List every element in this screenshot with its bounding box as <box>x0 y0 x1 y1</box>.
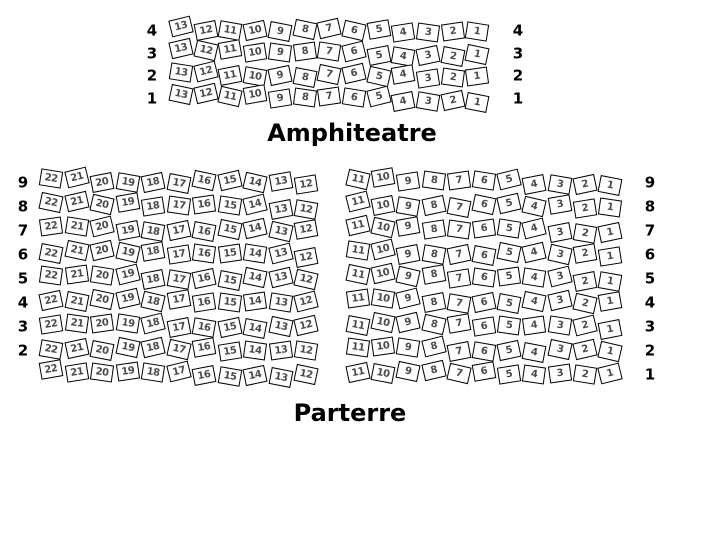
seat[interactable]: 17 <box>166 361 191 383</box>
seat[interactable]: 10 <box>243 20 268 41</box>
seat[interactable]: 4 <box>522 315 546 335</box>
seat[interactable]: 2 <box>441 67 465 87</box>
seat[interactable]: 17 <box>166 244 190 264</box>
seat[interactable]: 5 <box>497 365 521 385</box>
seat[interactable]: 19 <box>115 264 140 286</box>
seat[interactable]: 20 <box>89 240 114 262</box>
seat[interactable]: 10 <box>371 363 396 384</box>
seat[interactable]: 9 <box>396 266 421 288</box>
seat[interactable]: 6 <box>472 219 496 239</box>
seat[interactable]: 16 <box>192 221 217 242</box>
seat[interactable]: 11 <box>346 240 370 260</box>
seat[interactable]: 8 <box>292 18 317 39</box>
seat[interactable]: 11 <box>218 65 243 86</box>
seat[interactable]: 6 <box>471 292 496 313</box>
seat[interactable]: 10 <box>371 263 396 285</box>
seat[interactable]: 22 <box>39 314 63 334</box>
row-label-right: 4 <box>644 293 656 312</box>
seat[interactable]: 5 <box>366 86 391 108</box>
seat[interactable]: 16 <box>192 365 217 386</box>
seat[interactable]: 6 <box>472 245 497 266</box>
seat[interactable]: 20 <box>89 194 114 216</box>
seat[interactable]: 12 <box>293 269 318 291</box>
seat[interactable]: 5 <box>497 219 521 239</box>
seat[interactable]: 3 <box>547 244 572 266</box>
seat[interactable]: 11 <box>218 86 243 108</box>
seat[interactable]: 9 <box>268 88 292 108</box>
seat[interactable]: 1 <box>597 363 622 385</box>
seat[interactable]: 19 <box>115 192 140 213</box>
seat[interactable]: 17 <box>166 317 191 338</box>
seat[interactable]: 19 <box>115 337 140 358</box>
seat[interactable]: 3 <box>547 339 572 360</box>
seat[interactable]: 18 <box>140 171 165 192</box>
seat[interactable]: 13 <box>268 171 293 192</box>
seat[interactable]: 3 <box>547 290 572 312</box>
row-label-left: 2 <box>17 341 29 360</box>
seat[interactable]: 2 <box>572 223 597 244</box>
seat[interactable]: 14 <box>243 244 267 264</box>
seat[interactable]: 9 <box>396 337 420 357</box>
seat[interactable]: 20 <box>90 362 114 382</box>
seat[interactable]: 3 <box>547 222 572 243</box>
seat[interactable]: 8 <box>421 264 446 285</box>
seat[interactable]: 3 <box>547 194 572 215</box>
seat[interactable]: 1 <box>598 246 622 266</box>
seat[interactable]: 15 <box>217 170 242 192</box>
row-label-right: 1 <box>512 89 524 107</box>
seat[interactable]: 18 <box>140 336 165 358</box>
seat[interactable]: 1 <box>598 291 623 312</box>
seat[interactable]: 8 <box>292 88 316 108</box>
seat[interactable]: 1 <box>597 222 622 243</box>
seat[interactable]: 11 <box>345 169 370 191</box>
seat[interactable]: 15 <box>217 270 242 291</box>
row-label-left: 2 <box>146 66 158 85</box>
row-label-right: 2 <box>644 341 656 360</box>
seat[interactable]: 12 <box>294 219 319 240</box>
seat[interactable]: 6 <box>342 87 366 107</box>
seat[interactable]: 7 <box>447 268 471 288</box>
seat[interactable]: 4 <box>522 217 547 239</box>
seat[interactable]: 15 <box>217 292 241 312</box>
seat[interactable]: 5 <box>496 169 521 191</box>
seat[interactable]: 1 <box>598 175 623 196</box>
seat[interactable]: 7 <box>446 197 471 218</box>
seat[interactable]: 16 <box>192 195 216 215</box>
seat[interactable]: 17 <box>166 196 190 216</box>
seat[interactable]: 11 <box>346 289 370 309</box>
seat[interactable]: 14 <box>243 341 267 361</box>
amphitheatre-title: Amphiteatre <box>267 119 437 147</box>
seat[interactable]: 12 <box>193 40 218 62</box>
seat[interactable]: 15 <box>217 341 241 361</box>
seat[interactable]: 4 <box>522 196 547 218</box>
seat[interactable]: 1 <box>598 271 623 292</box>
seat[interactable]: 18 <box>140 312 165 334</box>
seat[interactable]: 15 <box>217 317 242 338</box>
seat[interactable]: 17 <box>166 289 191 310</box>
seat[interactable]: 15 <box>217 366 242 387</box>
row-label-right: 8 <box>644 197 656 216</box>
seat[interactable]: 12 <box>293 291 318 313</box>
row-label-right: 4 <box>512 21 524 40</box>
seat[interactable]: 3 <box>547 266 572 288</box>
seat[interactable]: 7 <box>447 219 471 239</box>
seat[interactable]: 11 <box>345 362 370 383</box>
seat[interactable]: 20 <box>90 313 114 333</box>
seat[interactable]: 6 <box>472 361 497 382</box>
seat[interactable]: 19 <box>115 242 140 264</box>
seat[interactable]: 22 <box>39 266 63 286</box>
seat[interactable]: 19 <box>115 220 140 241</box>
seat[interactable]: 8 <box>421 314 446 336</box>
seat[interactable]: 2 <box>440 46 465 67</box>
seat[interactable]: 9 <box>396 196 421 217</box>
seat[interactable]: 1 <box>465 44 490 65</box>
seat[interactable]: 7 <box>446 243 471 264</box>
seat[interactable]: 22 <box>39 339 64 360</box>
seat[interactable]: 17 <box>166 173 191 194</box>
seat[interactable]: 13 <box>268 367 293 388</box>
seat[interactable]: 8 <box>421 360 446 382</box>
seat[interactable]: 14 <box>243 292 267 312</box>
seat[interactable]: 3 <box>416 91 441 112</box>
seat[interactable]: 16 <box>192 338 217 359</box>
row-label-left: 6 <box>17 245 29 264</box>
seat[interactable]: 11 <box>218 21 243 42</box>
seat[interactable]: 7 <box>317 18 342 40</box>
seat[interactable]: 18 <box>141 269 166 290</box>
seat[interactable]: 18 <box>140 290 165 312</box>
seat[interactable]: 7 <box>317 64 342 85</box>
seat[interactable]: 2 <box>572 271 597 292</box>
seat[interactable]: 9 <box>267 21 292 42</box>
seat[interactable]: 7 <box>446 341 471 362</box>
seat[interactable]: 17 <box>166 269 191 290</box>
row-label-left: 3 <box>17 317 29 336</box>
seat[interactable]: 11 <box>346 338 370 358</box>
seat[interactable]: 4 <box>391 64 416 85</box>
seat[interactable]: 6 <box>471 194 496 215</box>
seat[interactable]: 13 <box>268 266 293 288</box>
seat[interactable]: 10 <box>371 337 395 357</box>
seat[interactable]: 22 <box>39 243 64 264</box>
seat[interactable]: 16 <box>191 268 216 289</box>
row-label-left: 5 <box>17 269 29 288</box>
seat[interactable]: 12 <box>294 340 318 360</box>
seat[interactable]: 20 <box>89 215 114 237</box>
seat[interactable]: 21 <box>64 314 88 334</box>
row-label-left: 3 <box>146 44 158 62</box>
seat[interactable]: 6 <box>472 341 497 362</box>
row-label-right: 3 <box>644 317 656 336</box>
seat[interactable]: 21 <box>64 265 88 285</box>
seat[interactable]: 1 <box>465 92 490 113</box>
seat[interactable]: 9 <box>396 244 421 265</box>
seat[interactable]: 11 <box>346 315 371 336</box>
seat[interactable]: 1 <box>598 319 623 340</box>
seat[interactable]: 21 <box>64 240 89 261</box>
seat[interactable]: 19 <box>115 362 139 382</box>
seat[interactable]: 14 <box>242 172 267 194</box>
seat[interactable]: 8 <box>422 171 446 191</box>
seat[interactable]: 7 <box>446 313 471 334</box>
seat[interactable]: 10 <box>371 289 395 309</box>
seat[interactable]: 21 <box>64 291 89 312</box>
seat[interactable]: 20 <box>90 340 115 361</box>
seat[interactable]: 19 <box>115 288 140 310</box>
seat[interactable]: 2 <box>573 364 597 384</box>
seat[interactable]: 9 <box>396 312 421 334</box>
seat[interactable]: 12 <box>294 247 319 268</box>
seat[interactable]: 8 <box>421 244 446 265</box>
seat[interactable]: 2 <box>573 198 597 218</box>
seat[interactable]: 11 <box>345 215 370 237</box>
seat[interactable]: 12 <box>193 20 218 41</box>
seat[interactable]: 16 <box>192 244 216 264</box>
seat[interactable]: 4 <box>391 22 415 42</box>
seat[interactable]: 22 <box>38 192 63 213</box>
seat[interactable]: 17 <box>166 339 191 361</box>
seat[interactable]: 22 <box>39 217 63 237</box>
row-label-left: 8 <box>17 197 29 216</box>
seat[interactable]: 14 <box>242 218 267 240</box>
seat[interactable]: 20 <box>90 265 114 285</box>
seat[interactable]: 1 <box>465 22 489 42</box>
seat[interactable]: 3 <box>416 22 440 42</box>
seat[interactable]: 19 <box>115 172 140 193</box>
seat[interactable]: 5 <box>497 267 521 287</box>
seat[interactable]: 19 <box>115 314 139 334</box>
seat[interactable]: 8 <box>292 67 317 88</box>
seat[interactable]: 10 <box>371 312 396 333</box>
seat[interactable]: 6 <box>472 316 496 336</box>
seat[interactable]: 21 <box>64 338 89 359</box>
row-label-right: 6 <box>644 245 656 264</box>
seat[interactable]: 12 <box>293 315 318 337</box>
seat[interactable]: 21 <box>64 191 89 213</box>
seat[interactable]: 1 <box>465 67 489 87</box>
row-label-left: 7 <box>17 221 29 240</box>
seat[interactable]: 5 <box>497 340 522 361</box>
seat[interactable]: 12 <box>294 199 319 220</box>
row-label-left: 9 <box>17 173 29 192</box>
seat[interactable]: 4 <box>522 242 547 264</box>
seat[interactable]: 10 <box>243 43 267 63</box>
row-label-right: 9 <box>644 173 656 192</box>
seat[interactable]: 5 <box>497 193 522 215</box>
seat[interactable]: 13 <box>168 15 193 37</box>
seat[interactable]: 18 <box>141 362 165 382</box>
seat[interactable]: 3 <box>547 174 572 195</box>
seat[interactable]: 2 <box>440 90 465 111</box>
seat[interactable]: 10 <box>370 239 395 261</box>
seat[interactable]: 3 <box>415 45 440 66</box>
seat[interactable]: 13 <box>168 38 193 60</box>
seat[interactable]: 6 <box>472 170 496 190</box>
seat[interactable]: 5 <box>366 45 391 66</box>
seat[interactable]: 9 <box>396 171 420 191</box>
seat[interactable]: 22 <box>39 168 63 188</box>
seat[interactable]: 9 <box>267 65 292 86</box>
seat[interactable]: 5 <box>497 316 521 336</box>
seat[interactable]: 18 <box>141 196 165 216</box>
seat[interactable]: 13 <box>268 340 292 360</box>
seat[interactable]: 1 <box>598 198 622 218</box>
seat[interactable]: 17 <box>166 220 191 241</box>
seat[interactable]: 2 <box>572 173 597 194</box>
seat[interactable]: 16 <box>192 318 217 339</box>
seat[interactable]: 10 <box>243 66 268 87</box>
seat[interactable]: 7 <box>446 362 471 384</box>
seat[interactable]: 21 <box>64 363 88 383</box>
seat[interactable]: 10 <box>371 195 396 216</box>
seat[interactable]: 5 <box>497 293 522 314</box>
row-label-left: 1 <box>146 89 158 107</box>
seat[interactable]: 16 <box>191 170 216 191</box>
seat[interactable]: 22 <box>38 290 63 311</box>
seat[interactable]: 13 <box>168 84 193 105</box>
row-label-right: 1 <box>644 365 656 384</box>
seat[interactable]: 13 <box>268 242 293 264</box>
parterre-title: Parterre <box>293 399 407 427</box>
seat[interactable]: 8 <box>421 336 446 358</box>
seat[interactable]: 14 <box>243 318 268 339</box>
seat[interactable]: 5 <box>366 19 391 40</box>
seat[interactable]: 4 <box>522 291 547 312</box>
seat[interactable]: 4 <box>522 364 546 384</box>
seat[interactable]: 10 <box>243 84 268 105</box>
seat[interactable]: 4 <box>391 46 416 67</box>
seat[interactable]: 18 <box>141 241 166 262</box>
row-label-right: 7 <box>644 221 656 240</box>
seat[interactable]: 4 <box>391 91 416 112</box>
seat[interactable]: 12 <box>293 364 318 385</box>
seat[interactable]: 7 <box>447 170 471 190</box>
seat[interactable]: 3 <box>547 316 571 336</box>
seat[interactable]: 12 <box>193 60 218 82</box>
row-label-left: 4 <box>146 21 158 40</box>
seat[interactable]: 12 <box>193 83 218 105</box>
seat[interactable]: 14 <box>242 365 267 386</box>
seat[interactable]: 2 <box>572 243 597 264</box>
seat[interactable]: 6 <box>472 268 496 288</box>
seat[interactable]: 13 <box>268 220 293 242</box>
seat[interactable]: 1 <box>597 341 622 363</box>
seat[interactable]: 2 <box>572 338 597 360</box>
seat[interactable]: 10 <box>371 168 396 189</box>
seat[interactable]: 10 <box>371 217 396 239</box>
seat[interactable]: 3 <box>548 364 572 384</box>
seat[interactable]: 14 <box>242 267 267 288</box>
seat[interactable]: 20 <box>89 289 114 310</box>
seat[interactable]: 4 <box>522 342 547 363</box>
seat[interactable]: 16 <box>192 293 216 313</box>
seat[interactable]: 8 <box>292 42 316 62</box>
seat[interactable]: 21 <box>64 167 89 189</box>
seat[interactable]: 13 <box>268 199 293 220</box>
seat[interactable]: 8 <box>421 292 446 313</box>
seat[interactable]: 20 <box>90 172 115 193</box>
row-label-left: 4 <box>17 293 29 312</box>
seat[interactable]: 21 <box>64 217 88 237</box>
seat[interactable]: 18 <box>141 221 166 242</box>
seat[interactable]: 9 <box>268 42 292 62</box>
row-label-right: 3 <box>512 44 524 62</box>
seat[interactable]: 15 <box>217 219 242 240</box>
seat[interactable]: 7 <box>446 293 471 314</box>
seat[interactable]: 6 <box>341 40 366 62</box>
seat[interactable]: 6 <box>341 63 366 85</box>
seat[interactable]: 15 <box>217 195 241 215</box>
seat[interactable]: 5 <box>497 242 522 263</box>
row-label-right: 2 <box>512 66 524 85</box>
seat[interactable]: 2 <box>441 21 465 41</box>
seat[interactable]: 8 <box>421 220 445 240</box>
seat[interactable]: 3 <box>416 68 440 88</box>
seat[interactable]: 9 <box>396 287 421 309</box>
seat[interactable]: 2 <box>572 292 597 314</box>
seat[interactable]: 5 <box>366 65 391 87</box>
seat[interactable]: 4 <box>522 174 547 195</box>
seat[interactable]: 22 <box>39 359 64 380</box>
seat[interactable]: 14 <box>242 194 267 216</box>
seat[interactable]: 11 <box>345 191 370 213</box>
seat[interactable]: 11 <box>345 264 370 285</box>
seat[interactable]: 13 <box>169 62 193 82</box>
seat[interactable]: 8 <box>421 195 446 216</box>
seat[interactable]: 13 <box>268 292 292 312</box>
seat[interactable]: 4 <box>522 267 546 287</box>
seat[interactable]: 15 <box>217 243 241 263</box>
seat[interactable]: 6 <box>341 20 366 42</box>
seat[interactable]: 2 <box>572 314 597 336</box>
seat[interactable]: 9 <box>396 361 421 382</box>
seat[interactable]: 9 <box>396 216 421 237</box>
seat[interactable]: 7 <box>317 42 341 62</box>
row-label-right: 5 <box>644 269 656 288</box>
seat[interactable]: 7 <box>317 87 341 107</box>
seat[interactable]: 12 <box>294 174 318 194</box>
seat[interactable]: 11 <box>218 39 243 60</box>
seat[interactable]: 13 <box>268 315 293 336</box>
